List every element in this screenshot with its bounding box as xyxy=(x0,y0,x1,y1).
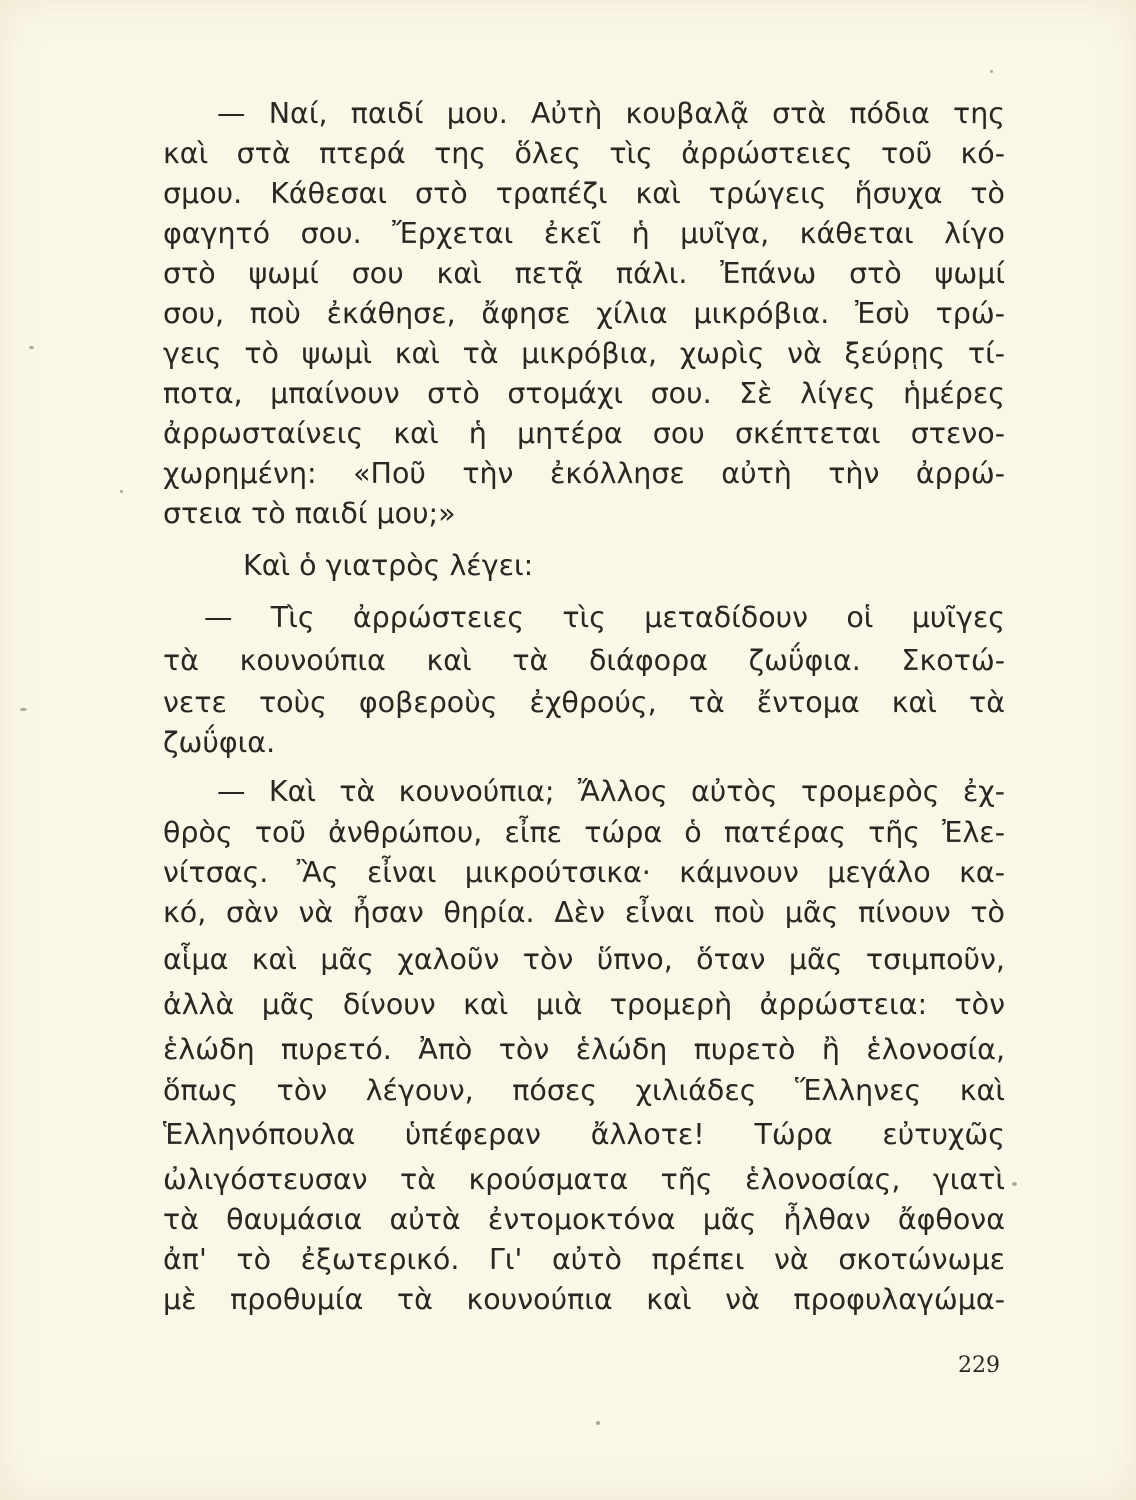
text-line: νετε τοὺς φοβεροὺς ἐχθρούς, τὰ ἔντομα καὶ τὰ xyxy=(163,686,1005,719)
text-line: τὰ θαυμάσια αὐτὰ ἐντομοκτόνα μᾶς ἦλθαν ἄφθονα xyxy=(163,1203,1005,1236)
text-line: ἀλλὰ μᾶς δίνουν καὶ μιὰ τρομερὴ ἀρρώστεια: τὸν xyxy=(163,988,1005,1021)
text-line: γεις τὸ ψωμὶ καὶ τὰ μικρόβια, χωρὶς νὰ ξεύρῃς τί- xyxy=(163,337,1005,370)
paper-speck xyxy=(20,708,27,711)
text-line: — Τὶς ἀρρώστειες τὶς μεταδίδουν οἱ μυῖγες xyxy=(204,601,1005,634)
text-line: φαγητό σου. Ἔρχεται ἐκεῖ ἡ μυῖγα, κάθεται λίγο xyxy=(163,217,1005,250)
text-line: καὶ στὰ πτερά της ὅλες τὶς ἀρρώστειες τοῦ κό- xyxy=(163,137,1005,170)
text-line: ἀρρωσταίνεις καὶ ἡ μητέρα σου σκέπτεται στενο- xyxy=(163,417,1005,450)
paper-speck xyxy=(1012,1182,1017,1186)
paper-speck xyxy=(29,346,34,349)
text-line: κό, σὰν νὰ ἦσαν θηρία. Δὲν εἶναι ποὺ μᾶς πίνουν τὸ xyxy=(163,896,1005,929)
text-line: ζωΰφια. xyxy=(163,726,276,759)
text-line: θρὸς τοῦ ἀνθρώπου, εἶπε τώρα ὁ πατέρας τῆς Ἐλε- xyxy=(163,816,1005,849)
text-line: ποτα, μπαίνουν στὸ στομάχι σου. Σὲ λίγες ἡμέρες xyxy=(163,377,1005,410)
paper-speck xyxy=(120,490,123,493)
text-line: χωρημένη: «Ποῦ τὴν ἐκόλλησε αὐτὴ τὴν ἀρρώ- xyxy=(163,457,1005,490)
text-line: ἀπ' τὸ ἐξωτερικό. Γι' αὐτὸ πρέπει νὰ σκοτώνωμε xyxy=(163,1243,1005,1276)
text-line: ὠλιγόστευσαν τὰ κρούσματα τῆς ἑλονοσίας, γιατὶ xyxy=(163,1163,1005,1196)
text-line: ἑλώδη πυρετό. Ἀπὸ τὸν ἑλώδη πυρετὸ ἢ ἑλονοσία, xyxy=(163,1033,1005,1066)
text-line: Ἑλληνόπουλα ὑπέφεραν ἄλλοτε! Τώρα εὐτυχῶς xyxy=(163,1118,1005,1151)
text-line: σου, ποὺ ἐκάθησε, ἄφησε χίλια μικρόβια. Ἐσὺ τρώ- xyxy=(163,297,1005,330)
text-line: νίτσας. Ἂς εἶναι μικρούτσικα· κάμνουν μεγάλο κα- xyxy=(163,856,1005,889)
paper-speck xyxy=(990,70,993,73)
text-line: στὸ ψωμί σου καὶ πετᾷ πάλι. Ἐπάνω στὸ ψωμί xyxy=(163,257,1005,290)
page-number: 229 xyxy=(958,1353,1000,1378)
text-line: στεια τὸ παιδί μου;» xyxy=(163,497,456,530)
text-line: — Καὶ τὰ κουνούπια; Ἄλλος αὐτὸς τρομερὸς ἐχ- xyxy=(217,775,1005,808)
text-line: μὲ προθυμία τὰ κουνούπια καὶ νὰ προφυλαγώμα- xyxy=(163,1283,1005,1316)
text-line: τὰ κουνούπια καὶ τὰ διάφορα ζωΰφια. Σκοτώ- xyxy=(163,644,1005,677)
text-line: Καὶ ὁ γιατρὸς λέγει: xyxy=(243,549,534,582)
text-line: σμου. Κάθεσαι στὸ τραπέζι καὶ τρώγεις ἥσυχα τὸ xyxy=(163,177,1005,210)
text-line: ὅπως τὸν λέγουν, πόσες χιλιάδες Ἕλληνες καὶ xyxy=(163,1074,1005,1107)
text-line: αἷμα καὶ μᾶς χαλοῦν τὸν ὕπνο, ὅταν μᾶς τσιμποῦν, xyxy=(163,943,1005,976)
paper-speck xyxy=(596,1421,600,1425)
text-line: — Ναί, παιδί μου. Αὐτὴ κουβαλᾷ στὰ πόδια της xyxy=(217,97,1005,130)
